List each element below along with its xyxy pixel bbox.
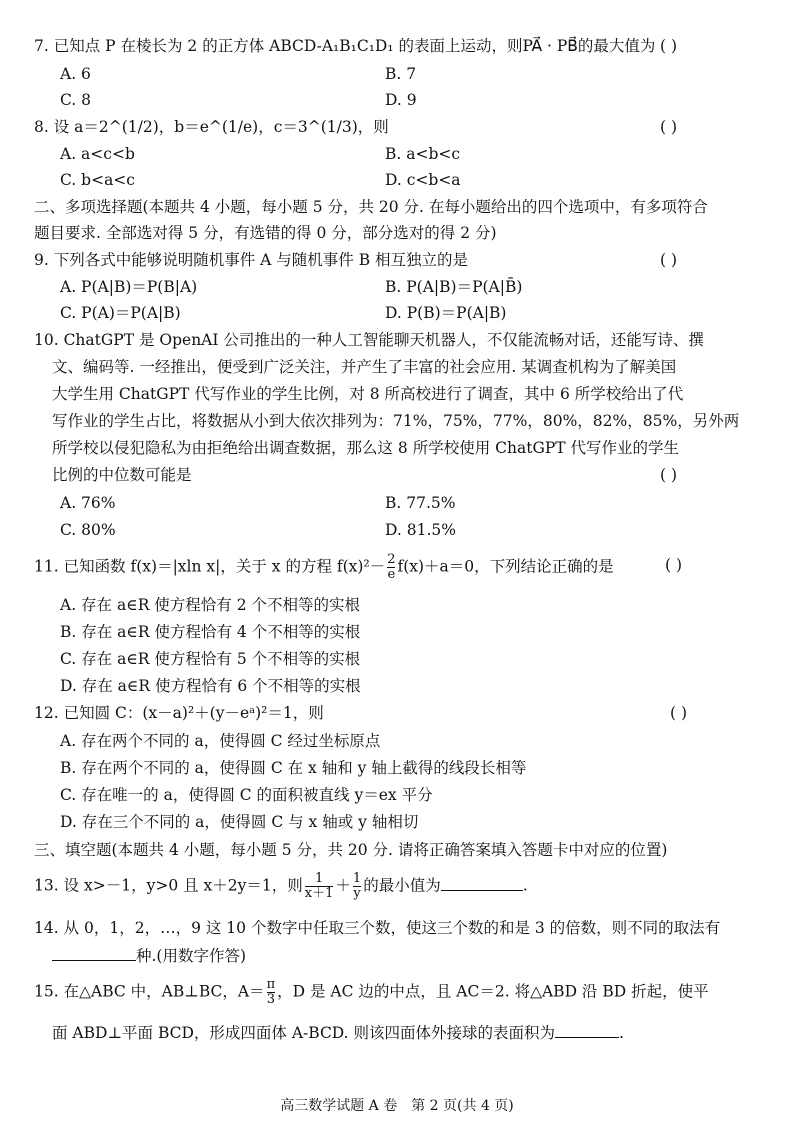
question-12-option-a: A. 存在两个不同的 a，使得圆 C 经过坐标原点 bbox=[60, 732, 381, 750]
fraction-1-over-y bbox=[353, 872, 361, 901]
question-11-option-b: B. 存在 a∈R 使方程恰有 4 个不相等的实根 bbox=[60, 623, 361, 641]
question-11-stem-part-b: f(x)＋a＝0，下列结论正确的是 bbox=[397, 557, 614, 576]
fraction-pi-over-3 bbox=[267, 978, 276, 1007]
question-11-option-a: A. 存在 a∈R 使方程恰有 2 个不相等的实根 bbox=[60, 596, 361, 614]
question-9-option-c: C. P(A)＝P(A|B) bbox=[60, 304, 181, 322]
question-11-stem bbox=[34, 553, 614, 582]
fraction-numerator: 2 bbox=[387, 552, 396, 567]
question-10-line-2: 文、编码等. 一经推出，便受到广泛关注，并产生了丰富的社会应用. 某调查机构为了解美国 bbox=[52, 358, 677, 376]
question-8-option-b: B. a<b<c bbox=[385, 145, 461, 163]
question-10-option-a: A. 76% bbox=[60, 494, 116, 512]
fraction-denominator: 3 bbox=[266, 992, 275, 1007]
question-11-stem-part-a: 11. 已知函数 f(x)＝|xln x|，关于 x 的方程 f(x)²－ bbox=[34, 557, 386, 576]
question-12-option-d: D. 存在三个不同的 a，使得圆 C 与 x 轴或 y 轴相切 bbox=[60, 813, 419, 831]
question-13-stem-part-b: 的最小值为 bbox=[363, 876, 441, 895]
fraction-numerator: 1 bbox=[314, 871, 324, 886]
question-7-stem: 7. 已知点 P 在棱长为 2 的正方体 ABCD-A₁B₁C₁D₁ 的表面上运动，则PA⃗ · PB⃗的最大值为 bbox=[34, 37, 656, 55]
question-10-line-5: 所学校以侵犯隐私为由拒绝给出调查数据，那么这 8 所学校使用 ChatGPT 代写作业的学生 bbox=[52, 439, 680, 457]
question-11-answer-paren: ( ) bbox=[665, 556, 683, 574]
question-7-option-b: B. 7 bbox=[385, 65, 417, 83]
page-footer: 高三数学试题 A 卷 第 2 页(共 4 页) bbox=[280, 1098, 514, 1114]
answer-blank[interactable] bbox=[52, 944, 136, 961]
question-7-answer-paren: ( ) bbox=[660, 37, 678, 55]
question-7-option-a: A. 6 bbox=[60, 65, 91, 83]
question-9-answer-paren: ( ) bbox=[660, 251, 678, 269]
question-15-line-2-text: 面 ABD⊥平面 BCD，形成四面体 A-BCD. 则该四面体外接球的表面积为 bbox=[52, 1024, 556, 1042]
question-7-option-d: D. 9 bbox=[385, 91, 417, 109]
fraction-2-over-e bbox=[387, 553, 395, 582]
question-10-option-d: D. 81.5% bbox=[385, 521, 456, 539]
question-9-option-d: D. P(B)＝P(A|B) bbox=[385, 304, 507, 322]
fraction-numerator: 1 bbox=[352, 871, 362, 886]
question-14-line-2 bbox=[52, 944, 246, 966]
question-10-option-c: C. 80% bbox=[60, 521, 116, 539]
question-11-option-d: D. 存在 a∈R 使方程恰有 6 个不相等的实根 bbox=[60, 677, 361, 695]
question-8-option-d: D. c<b<a bbox=[385, 171, 461, 189]
answer-blank[interactable] bbox=[555, 1021, 619, 1038]
section-2-heading-line2: 题目要求. 全部选对得 5 分，有选错的得 0 分，部分选对的得 2 分) bbox=[34, 224, 497, 242]
question-13-stem-part-a: 13. 设 x>－1，y>0 且 x＋2y＝1，则 bbox=[34, 876, 303, 895]
question-14-line-1: 14. 从 0，1，2，…，9 这 10 个数字中任取三个数，使这三个数的和是 3 的倍数，则不同的取法有 bbox=[34, 919, 721, 937]
question-10-line-3: 大学生用 ChatGPT 代写作业的学生比例，对 8 所高校进行了调查，其中 6 所学校给出了代 bbox=[52, 385, 684, 403]
question-15-end: . bbox=[619, 1024, 624, 1042]
question-15-line-2 bbox=[52, 1021, 624, 1043]
question-10-line-6: 比例的中位数可能是 bbox=[52, 466, 192, 484]
question-15-stem-part-a: 15. 在△ABC 中，AB⊥BC，A＝ bbox=[34, 982, 265, 1001]
question-8-option-c: C. b<a<c bbox=[60, 171, 135, 189]
section-3-heading: 三、填空题(本题共 4 小题，每小题 5 分，共 20 分. 请将正确答案填入答题卡中对应的位置) bbox=[34, 841, 668, 859]
plus-sign: ＋ bbox=[335, 876, 351, 895]
question-13-end: . bbox=[522, 876, 528, 895]
question-15-line-1 bbox=[34, 978, 709, 1007]
question-15-stem-part-b: ，D 是 AC 边的中点，且 AC＝2. 将△ABD 沿 BD 折起，使平 bbox=[277, 982, 709, 1001]
question-11-option-c: C. 存在 a∈R 使方程恰有 5 个不相等的实根 bbox=[60, 650, 361, 668]
question-14-line-2-text: 种.(用数字作答) bbox=[136, 947, 247, 965]
fraction-denominator: e bbox=[387, 567, 396, 582]
question-12-option-b: B. 存在两个不同的 a，使得圆 C 在 x 轴和 y 轴上截得的线段长相等 bbox=[60, 759, 527, 777]
question-12-option-c: C. 存在唯一的 a，使得圆 C 的面积被直线 y＝ex 平分 bbox=[60, 786, 433, 804]
question-8-answer-paren: ( ) bbox=[660, 118, 678, 136]
question-10-answer-paren: ( ) bbox=[660, 466, 678, 484]
question-10-line-1: 10. ChatGPT 是 OpenAI 公司推出的一种人工智能聊天机器人，不仅能流畅对话，还能写诗、撰 bbox=[34, 331, 704, 349]
question-12-stem: 12. 已知圆 C：(x－a)²＋(y－eᵃ)²＝1，则 bbox=[34, 704, 324, 722]
question-10-option-b: B. 77.5% bbox=[385, 494, 456, 512]
question-13-stem bbox=[34, 872, 528, 901]
question-8-option-a: A. a<c<b bbox=[60, 145, 135, 163]
question-9-option-b: B. P(A|B)＝P(A|B̄) bbox=[385, 278, 523, 296]
question-9-stem: 9. 下列各式中能够说明随机事件 A 与随机事件 B 相互独立的是 bbox=[34, 251, 469, 269]
fraction-denominator: y bbox=[353, 886, 361, 901]
fraction-denominator: x＋1 bbox=[304, 886, 334, 901]
question-9-option-a: A. P(A|B)＝P(B|A) bbox=[60, 278, 198, 296]
fraction-numerator: π bbox=[266, 977, 276, 992]
question-8-stem: 8. 设 a＝2^(1/2)，b＝e^(1/e)，c＝3^(1/3)，则 bbox=[34, 118, 389, 136]
answer-blank[interactable] bbox=[441, 874, 523, 891]
question-12-answer-paren: ( ) bbox=[670, 704, 688, 722]
fraction-1-over-x-plus-1 bbox=[305, 872, 334, 901]
question-10-line-4: 写作业的学生占比，将数据从小到大依次排列为：71%，75%，77%，80%，82%，85%，另外两 bbox=[52, 412, 740, 430]
section-2-heading-line1: 二、多项选择题(本题共 4 小题，每小题 5 分，共 20 分. 在每小题给出的四个选项中，有多项符合 bbox=[34, 198, 708, 216]
question-7-option-c: C. 8 bbox=[60, 91, 92, 109]
